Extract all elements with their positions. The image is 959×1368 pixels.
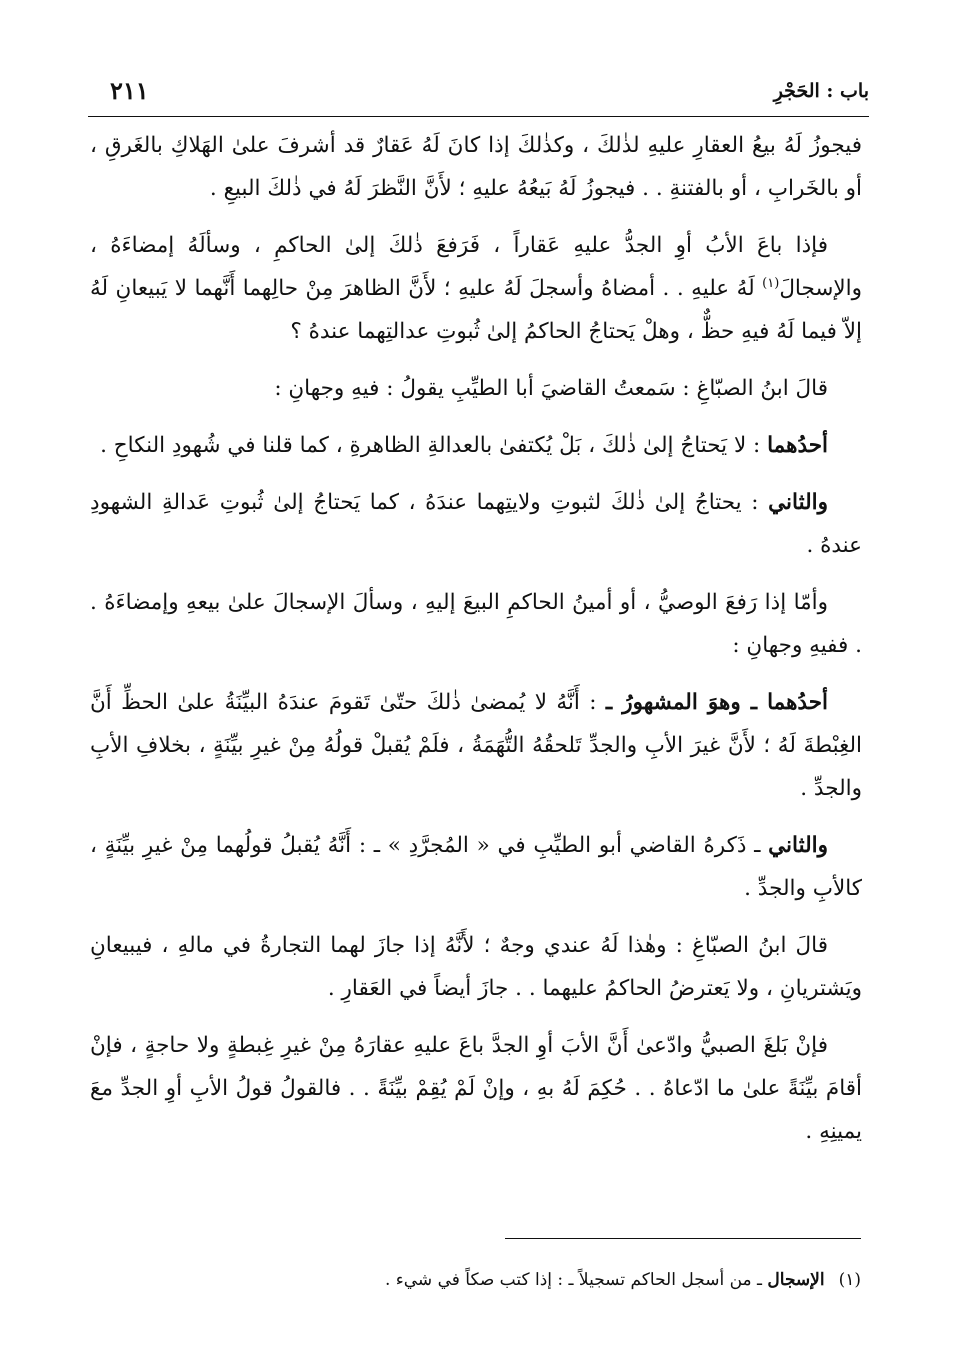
footnote-divider <box>505 1238 861 1239</box>
paragraph-lead: والثاني <box>768 490 828 515</box>
footnote-text: ـ من أسجل الحاكم تسجيلاً ـ : إذا كتب صكاً في شيء . <box>384 1270 768 1290</box>
paragraph-text: وأمّا إذا رَفعَ الوصيُّ ، أو أمينُ الحاكمِ البيعَ إليهِ ، وسألَ الإسجالَ علىٰ بيعهِ وإمضاءَهُ . . ففيهِ وجهانِ : <box>90 590 862 658</box>
paragraph-text: فيجوزُ لَهُ بيعُ العقارِ عليهِ لذٰلكَ ، وكذٰلكَ إذا كانَ لَهُ عَقارٌ قد أشرفَ علىٰ الهَلاكِ بالغَرقِ ، أو بالخَرابِ ، أو بالفتنةِ . . فيجوزُ لَهُ بَيعُهُ عليهِ ؛ لأَنَّ النَّظرَ لَهُ في ذٰلكَ البيعِ . <box>90 133 862 201</box>
paragraph <box>90 224 862 353</box>
paragraph-lead: أحدُهما ـ وهوَ المشهورُ ـ <box>605 690 828 715</box>
paragraph-text: ـ ذَكرهُ القاضي أبو الطيِّبِ في « المُجرَّدِ » ـ : أَنَّهُ يُقبلُ قولُهما مِنْ غيرِ بيِّنَةٍ ، كالأبِ والجدِّ . <box>90 833 862 901</box>
footnote-number: (١) <box>838 1270 861 1290</box>
page-number: ٢١١ <box>110 76 149 105</box>
paragraph-text: فإنْ بَلغَ الصبيُّ وادّعىٰ أَنَّ الأبَ أوِ الجدَّ باعَ عليهِ عقارَهُ مِنْ غيرِ غِبطةٍ ولا حاجةٍ ، فإنْ أقامَ بيِّنَةً علىٰ ما ادّعاهُ . . حُكِمَ لَهُ بهِ ، وإنْ لَمْ يُقِمْ بيِّنَةً . . فالقولُ قولُ الأبِ أوِ الجدِّ معَ يمينِهِ . <box>90 1033 862 1144</box>
paragraph-text: قالَ ابنُ الصبّاغِ : سَمعتُ القاضيَ أبا الطيِّبِ يقولُ : فيهِ وجهانِ : <box>274 376 828 401</box>
footnote <box>120 1268 861 1292</box>
paragraph-text: فإذا باعَ الأبُ أوِ الجدُّ عليهِ عَقاراً ، فَرَفعَ ذٰلكَ إلىٰ الحاكمِ ، وسألَهُ إمضاءَهُ ، والإسجالَ <box>90 233 862 301</box>
paragraph <box>90 481 862 567</box>
paragraph <box>90 924 862 1010</box>
paragraph-text: : أَنَّهُ لا يُمضىٰ ذٰلكَ حتّىٰ تَقومَ عندَهُ البيِّنَةُ علىٰ الحظِّ أَنَّ الغِبْطةَ لَهُ ؛ لأَنَّ غيرَ الأبِ والجدِّ تَلحقُهُ التُّهَمَةُ ، فلَمْ يُقبلْ قولُهُ مِنْ غيرِ بيِّنَةٍ ، بخلافِ الأبِ والجدِّ . <box>90 690 862 801</box>
running-title: باب : الحَجْرِ <box>773 80 869 102</box>
paragraph-text: قالَ ابنُ الصبّاغِ : وهٰذا لَهُ عندي وجهٌ ؛ لأَنَّهُ إذا جازَ لهما التجارةُ في مالهِ ، فيبيعانِ ويَشتريانِ ، ولا يَعترضُ الحاكمُ عليهما . . جازَ أيضاً في العَقارِ . <box>90 933 862 1001</box>
paragraph <box>90 424 862 467</box>
paragraph-text: : يحتاجُ إلىٰ ذٰلكَ لثبوتِ ولايتِهما عندَهُ ، كما يَحتاجُ إلىٰ ثُبوتِ عَدالةِ الشهودِ عندهُ . <box>90 490 862 558</box>
footnote-reference: (١) <box>762 275 780 291</box>
paragraph <box>90 1024 862 1153</box>
paragraph-text: لَهُ عليهِ . . أمضاهُ وأسجلَ لَهُ عليهِ ؛ لأَنَّ الظاهرَ مِنْ حالِهما أَنَّهما لا يَبيعانِ لَهُ إلاّ فيما لَهُ فيهِ حظٌّ ، وهلْ يَحتاجُ الحاكمُ إلىٰ ثُبوتِ عدالتِهما عندهُ ؟ <box>90 276 862 344</box>
paragraph <box>90 824 862 910</box>
footnote-term: الإسجال <box>767 1270 825 1290</box>
paragraph-lead: أحدُهما <box>767 433 828 458</box>
body-text <box>90 124 862 1167</box>
page-header <box>88 72 869 117</box>
paragraph <box>90 124 862 210</box>
paragraph <box>90 581 862 667</box>
paragraph-text: : لا يَحتاجُ إلىٰ ذٰلكَ ، بَلْ يُكتفىٰ بالعدالةِ الظاهرةِ ، كما قلنا في شُهودِ النكاحِ . <box>100 433 768 458</box>
paragraph <box>90 367 862 410</box>
paragraph <box>90 681 862 810</box>
paragraph-lead: والثاني <box>768 833 828 858</box>
